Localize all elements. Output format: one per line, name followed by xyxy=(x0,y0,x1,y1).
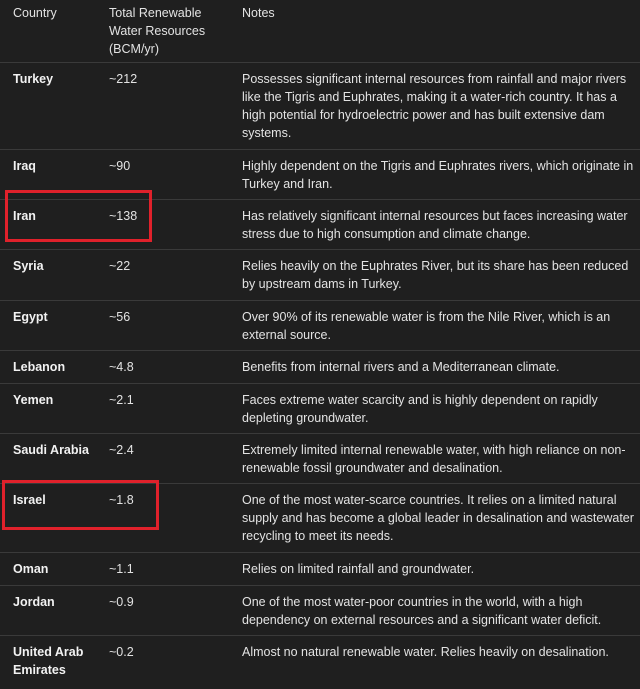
iran-highlight-box xyxy=(5,190,152,242)
country-cell: Yemen xyxy=(13,393,54,407)
header-country: Country xyxy=(13,6,57,20)
notes-cell: One of the most water-scarce countries. It relies on a limited natural supply and has become a global leader in desalination and wastewater recycling to meet its needs. xyxy=(242,493,634,543)
table-header-row xyxy=(0,0,640,63)
water-cell: ~2.1 xyxy=(109,393,134,407)
israel-highlight-box xyxy=(2,480,159,530)
water-cell: ~212 xyxy=(109,72,138,86)
table-row-uae xyxy=(0,635,640,689)
table-row-turkey xyxy=(0,62,640,150)
water-cell: ~22 xyxy=(109,259,131,273)
water-cell: ~1.8 xyxy=(109,493,134,507)
country-cell: Iran xyxy=(13,209,36,223)
notes-cell: Almost no natural renewable water. Relies heavily on desalination. xyxy=(242,645,609,659)
water-cell: ~138 xyxy=(109,209,138,223)
notes-cell: Relies heavily on the Euphrates River, but its share has been reduced by upstream dams in Turkey. xyxy=(242,259,629,291)
water-cell: ~4.8 xyxy=(109,360,134,374)
table-row-lebanon xyxy=(0,350,640,384)
header-water-resources: Total Renewable Water Resources (BCM/yr) xyxy=(109,6,206,56)
water-cell: ~56 xyxy=(109,310,131,324)
notes-cell: Possesses significant internal resources from rainfall and major rivers like the Tigris and Euphrates, making it a water-rich country. It has a high potential for hydroelectric power and has built extensive dam systems. xyxy=(242,72,627,140)
table-row-egypt xyxy=(0,300,640,351)
table-row-oman xyxy=(0,552,640,586)
country-cell: Oman xyxy=(13,562,49,576)
water-cell: ~90 xyxy=(109,159,131,173)
country-cell: Saudi Arabia xyxy=(13,443,89,457)
notes-cell: Relies on limited rainfall and groundwater. xyxy=(242,562,475,576)
water-cell: ~1.1 xyxy=(109,562,134,576)
water-cell: ~2.4 xyxy=(109,443,134,457)
notes-cell: Extremely limited internal renewable water, with high reliance on non-renewable fossil groundwater and desalination. xyxy=(242,443,626,475)
notes-cell: Highly dependent on the Tigris and Euphrates rivers, which originate in Turkey and Iran. xyxy=(242,159,634,191)
table-row-saudi-arabia xyxy=(0,433,640,484)
country-cell: Lebanon xyxy=(13,360,66,374)
notes-cell: One of the most water-poor countries in the world, with a high dependency on external resources and a significant water deficit. xyxy=(242,595,602,627)
country-cell: Jordan xyxy=(13,595,55,609)
country-cell: United Arab Emirates xyxy=(13,645,84,677)
water-cell: ~0.2 xyxy=(109,645,134,659)
notes-cell: Over 90% of its renewable water is from the Nile River, which is an external source. xyxy=(242,310,611,342)
country-cell: Turkey xyxy=(13,72,54,86)
header-notes: Notes xyxy=(242,6,275,20)
country-cell: Egypt xyxy=(13,310,48,324)
country-cell: Iraq xyxy=(13,159,36,173)
water-cell: ~0.9 xyxy=(109,595,134,609)
table-row-jordan xyxy=(0,585,640,636)
country-cell: Israel xyxy=(13,493,46,507)
table-row-syria xyxy=(0,249,640,301)
country-cell: Syria xyxy=(13,259,44,273)
notes-cell: Benefits from internal rivers and a Mediterranean climate. xyxy=(242,360,560,374)
notes-cell: Faces extreme water scarcity and is highly dependent on rapidly depleting groundwater. xyxy=(242,393,598,425)
table-row-yemen xyxy=(0,383,640,434)
notes-cell: Has relatively significant internal resources but faces increasing water stress due to high consumption and climate change. xyxy=(242,209,628,241)
